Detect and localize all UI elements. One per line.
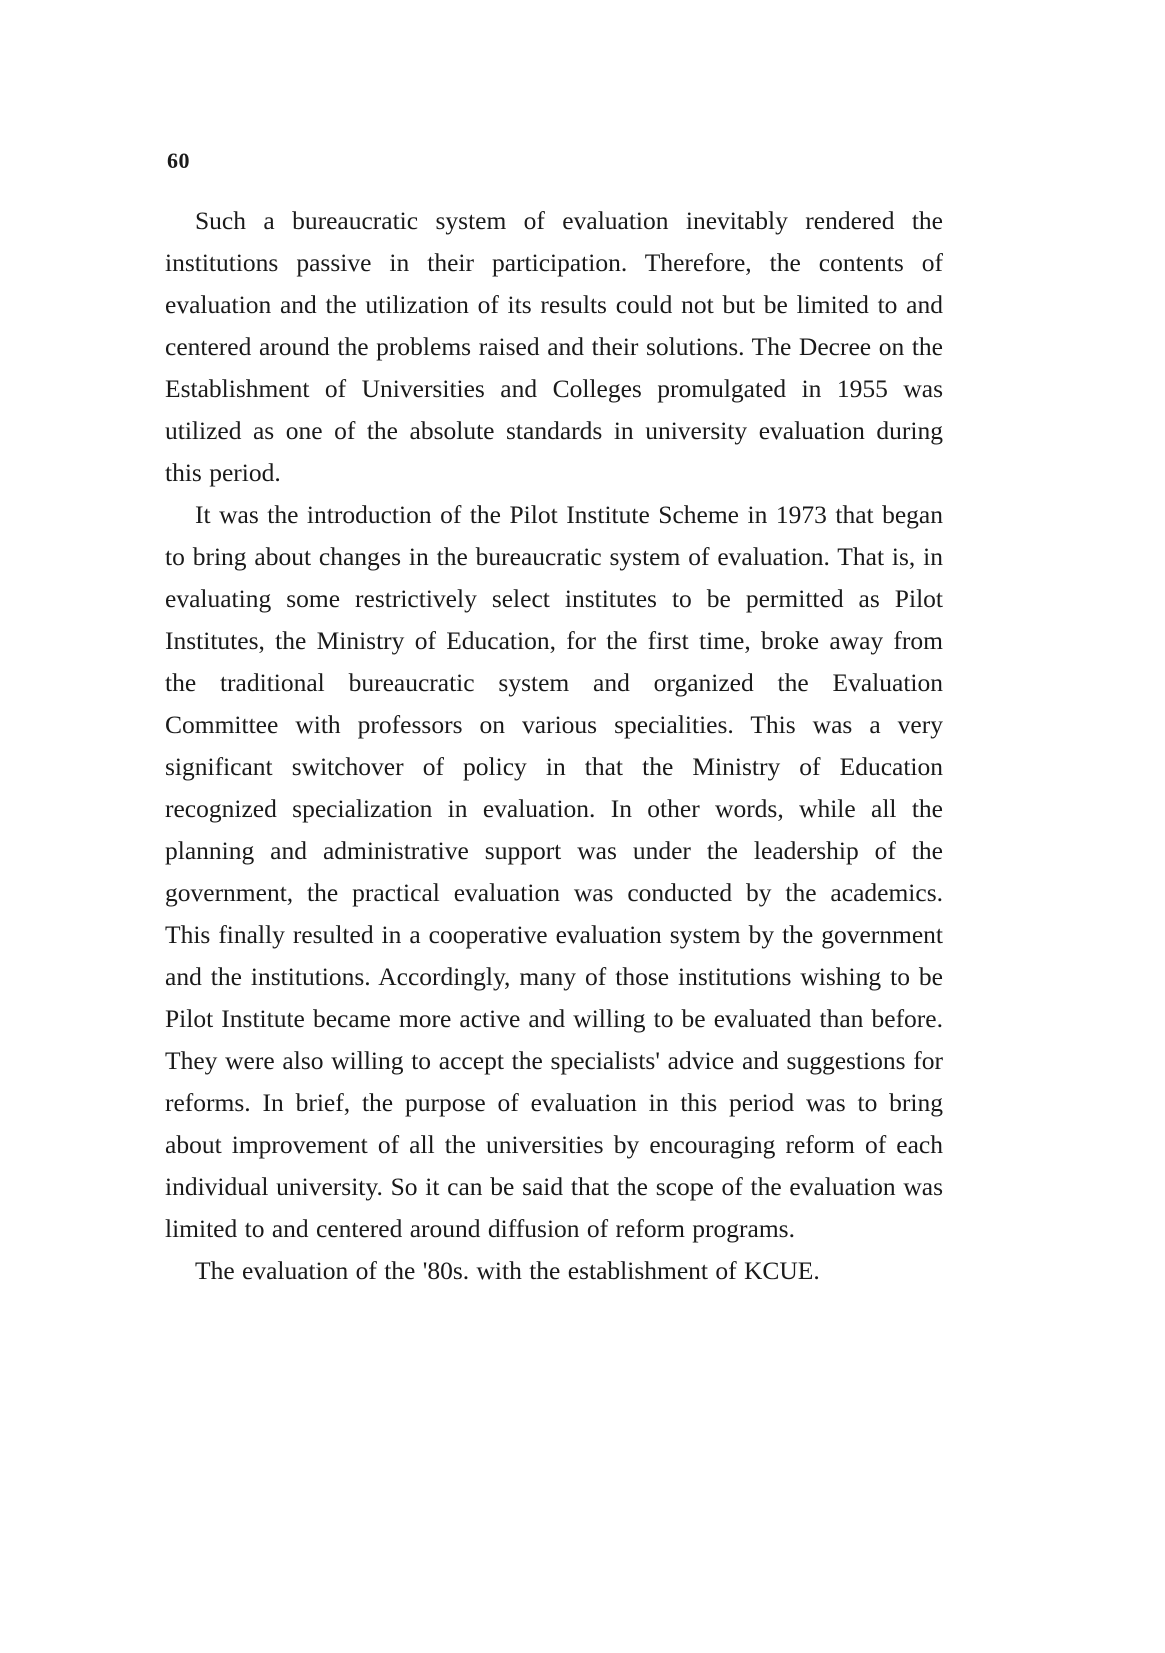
paragraph-1: Such a bureaucratic system of evaluation inevitably rendered the institutions passive in their participation. Therefore, the contents of evaluation and the utilization of its results could not but be limited to and centered around the problems raised and their solutions. The Decree on the Establishment of Universities and Colleges promulgated in 1955 was utilized as one of the absolute standards in university evaluation during this period.: [165, 206, 943, 487]
paragraph-3: The evaluation of the '80s. with the establishment of KCUE.: [195, 1256, 820, 1285]
body-text: [165, 200, 943, 1292]
paragraph-2: It was the introduction of the Pilot Institute Scheme in 1973 that began to bring about changes in the bureaucratic system of evaluation. That is, in evaluating some restrictively select institutes to be permitted as Pilot Institutes, the Ministry of Education, for the first time, broke away from the traditional bureaucratic system and organized the Evaluation Committee with professors on various specialities. This was a very significant switchover of policy in that the Ministry of Education recognized specialization in evaluation. In other words, while all the planning and administrative support was under the leadership of the government, the practical evaluation was conducted by the academics. This finally resulted in a cooperative evaluation system by the government and the institutions. Accordingly, many of those institutions wishing to be Pilot Institute became more active and willing to be evaluated than before. They were also willing to accept the specialists' advice and suggestions for reforms. In brief, the purpose of evaluation in this period was to bring about improvement of all the universities by encouraging reform of each individual university. So it can be said that the scope of the evaluation was limited to and centered around diffusion of reform programs.: [165, 500, 943, 1243]
page-number: 60: [167, 148, 190, 173]
